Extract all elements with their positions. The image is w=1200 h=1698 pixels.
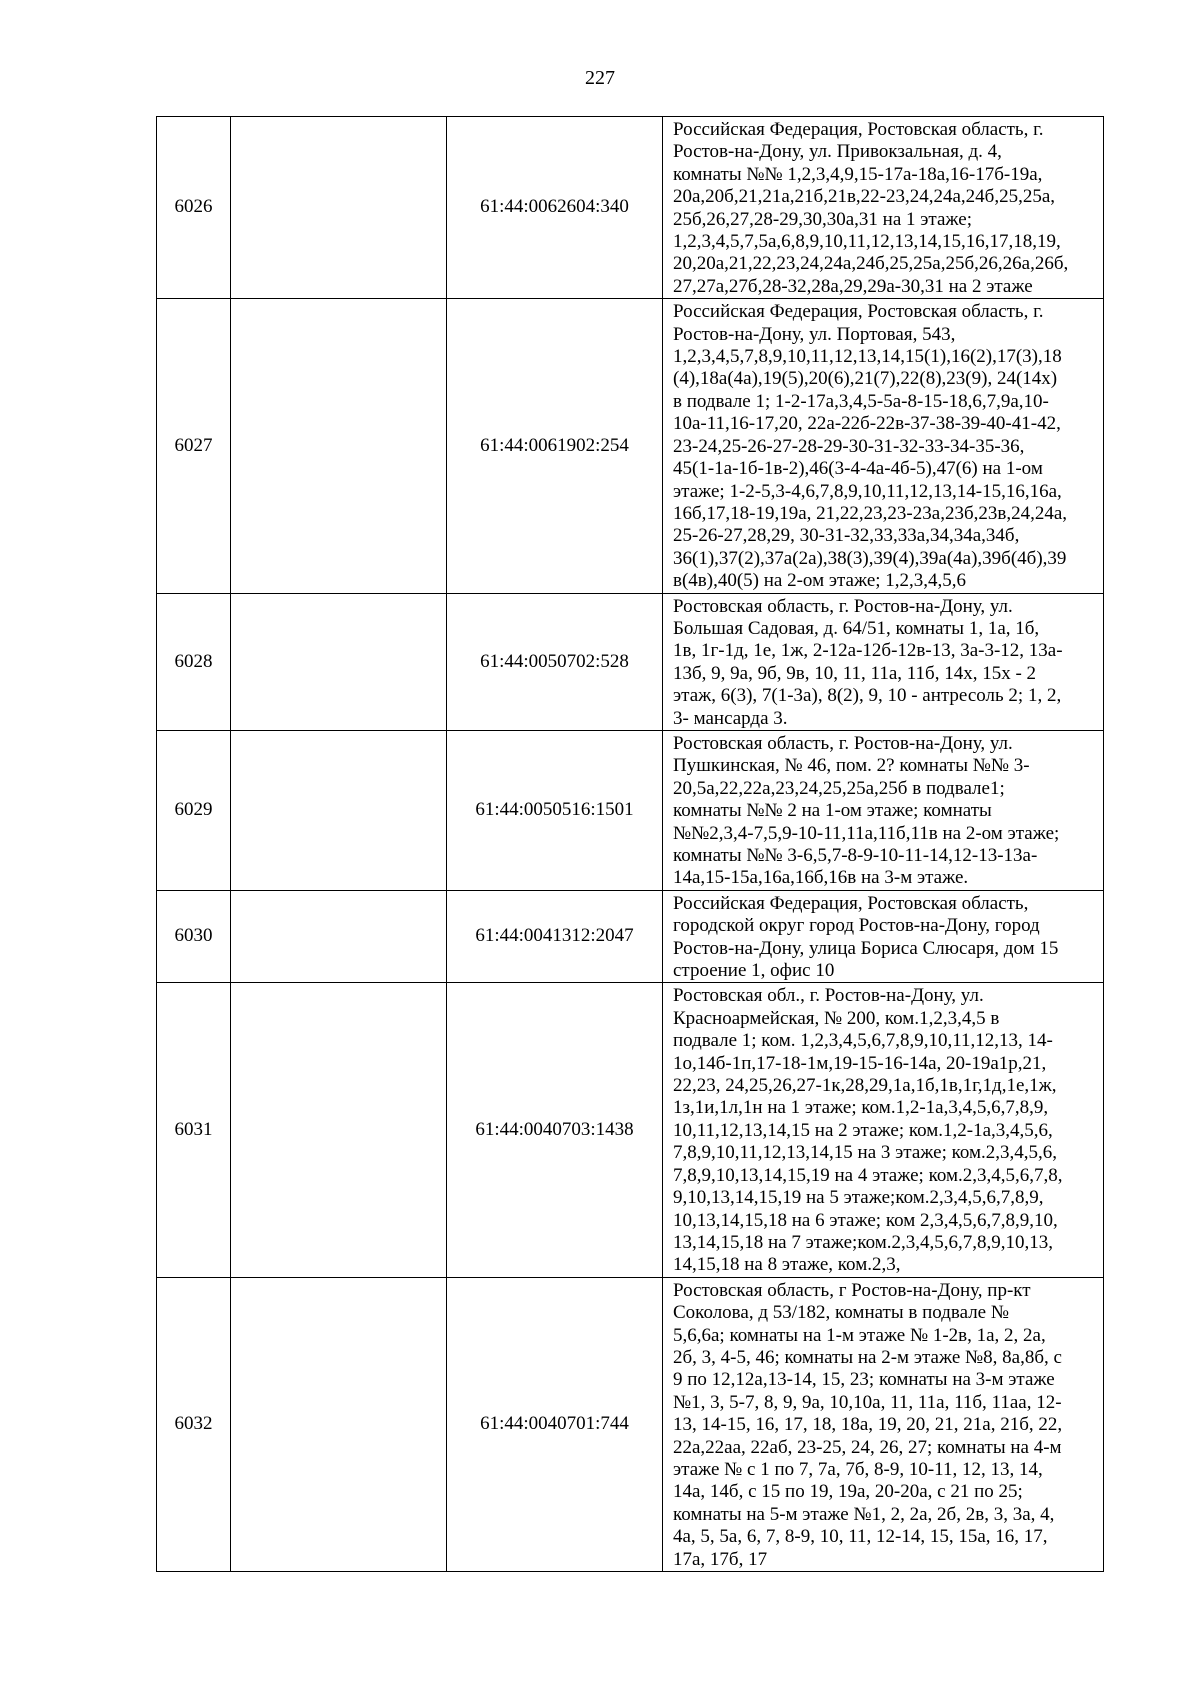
address-line: Ростов-на-Дону, ул. Привокзальная, д. 4, <box>673 141 1002 163</box>
address-line: Российская Федерация, Ростовская область, г. <box>673 119 1044 140</box>
address-line: Российская Федерация, Ростовская область, <box>673 892 1029 914</box>
table-row <box>157 983 1104 1277</box>
address-text <box>673 893 1097 983</box>
address-text <box>673 733 1097 890</box>
address-line: 9,10,13,14,15,19 на 5 этаже;ком.2,3,4,5,6,7,8,9, <box>673 1187 1044 1209</box>
address-line: Красноармейская, № 200, ком.1,2,3,4,5 в <box>673 1007 1000 1029</box>
address-line: строение 1, офис 10 <box>673 960 835 982</box>
address-line: Ростов-на-Дону, улица Бориса Слюсаря, дом 15 <box>673 937 1059 959</box>
address-line: 10,11,12,13,14,15 на 2 этаже; ком.1,2-1а,3,4,5,6, <box>673 1119 1053 1141</box>
address-line: 1о,14б-1п,17-18-1м,19-15-16-14а, 20-19а1р,21, <box>673 1052 1047 1074</box>
row-number-cell: 6030 <box>157 890 231 983</box>
empty-cell <box>231 1277 447 1571</box>
address-line: городской округ город Ростов-на-Дону, город <box>673 915 1040 937</box>
address-line: Ростов-на-Дону, ул. Портовая, 543, <box>673 323 956 345</box>
address-line: 7,8,9,10,13,14,15,19 на 4 этаже; ком.2,3,4,5,6,7,8, <box>673 1164 1063 1186</box>
registry-table <box>156 116 1104 1572</box>
address-line: 45(1-1а-1б-1в-2),46(3-4-4а-4б-5),47(6) на 1-ом <box>673 458 1043 480</box>
address-line: Большая Садовая, д. 64/51, комнаты 1, 1а, 1б, <box>673 617 1040 639</box>
address-line: Ростовская область, г Ростов-на-Дону, пр-кт <box>673 1279 1031 1301</box>
table-row <box>157 299 1104 593</box>
address-line: 14,15,18 на 8 этаже, ком.2,3, <box>673 1254 901 1276</box>
address-line: 14а, 14б, с 15 по 19, 19а, 20-20а, с 21 по 25; <box>673 1481 1023 1503</box>
address-line: комнаты №№ 2 на 1-ом этаже; комнаты <box>673 800 992 822</box>
address-line: 10,13,14,15,18 на 6 этаже; ком 2,3,4,5,6,7,8,9,10, <box>673 1209 1058 1231</box>
address-text <box>673 1280 1097 1571</box>
address-line: 36(1),37(2),37а(2а),38(3),39(4),39а(4а),39б(4б),39 <box>673 547 1067 569</box>
address-line: №№2,3,4-7,5,9-10-11,11а,11б,11в на 2-ом этаже; <box>673 822 1060 844</box>
address-line: 20а,20б,21,21а,21б,21в,22-23,24,24а,24б,25,25а, <box>673 186 1056 208</box>
cadastral-number-cell: 61:44:0061902:254 <box>447 299 663 593</box>
address-line: подвале 1; ком. 1,2,3,4,5,6,7,8,9,10,11,12,13, 14- <box>673 1030 1053 1052</box>
address-text <box>673 596 1097 730</box>
table-row <box>157 890 1104 983</box>
cadastral-number-cell: 61:44:0040703:1438 <box>447 983 663 1277</box>
address-line: комнаты №№ 3-6,5,7-8-9-10-11-14,12-13-13а- <box>673 845 1038 866</box>
address-line: этаж, 6(3), 7(1-3а), 8(2), 9, 10 - антресоль 2; 1, 2, <box>673 685 1062 707</box>
address-line: 16б,17,18-19,19а, 21,22,23,23-23а,23б,23в,24,24а, <box>673 502 1068 524</box>
address-line: Ростовская область, г. Ростов-на-Дону, ул. <box>673 732 1013 754</box>
address-line: 1в, 1г-1д, 1е, 1ж, 2-12а-12б-12в-13, 3а-3-12, 13а- <box>673 640 1063 662</box>
row-number-cell: 6028 <box>157 593 231 730</box>
address-line: этаже; 1-2-5,3-4,6,7,8,9,10,11,12,13,14-15,16,16а, <box>673 480 1062 502</box>
address-line: 25-26-27,28,29, 30-31-32,33,33а,34,34а,34б, <box>673 525 1020 547</box>
address-cell <box>663 117 1104 299</box>
cadastral-number-cell: 61:44:0062604:340 <box>447 117 663 299</box>
address-line: (4),18а(4а),19(5),20(6),21(7),22(8),23(9), 24(14х) <box>673 368 1058 390</box>
address-line: комнаты №№ 1,2,3,4,9,15-17а-18а,16-17б-19а, <box>673 163 1043 185</box>
empty-cell <box>231 117 447 299</box>
address-line: №1, 3, 5-7, 8, 9, 9а, 10,10а, 11, 11а, 11б, 11аа, 12- <box>673 1391 1062 1413</box>
address-text <box>673 119 1097 298</box>
address-line: 3- мансарда 3. <box>673 707 788 729</box>
empty-cell <box>231 593 447 730</box>
address-line: 7,8,9,10,11,12,13,14,15 на 3 этаже; ком.2,3,4,5,6, <box>673 1142 1058 1164</box>
row-number-cell: 6029 <box>157 730 231 890</box>
address-line: в подвале 1; 1-2-17а,3,4,5-5а-8-15-18,6,7,9а,10- <box>673 390 1049 412</box>
address-cell <box>663 730 1104 890</box>
address-line: 13б, 9, 9а, 9б, 9в, 10, 11, 11а, 11б, 14х, 15х - 2 <box>673 662 1037 684</box>
empty-cell <box>231 983 447 1277</box>
address-line: в(4в),40(5) на 2-ом этаже; 1,2,3,4,5,6 <box>673 570 967 592</box>
row-number-cell: 6032 <box>157 1277 231 1571</box>
page-number: 227 <box>585 67 615 89</box>
address-line: 1,2,3,4,5,7,5а,6,8,9,10,11,12,13,14,15,16,17,18,19, <box>673 231 1061 253</box>
address-line: 9 по 12,12а,13-14, 15, 23; комнаты на 3-м этаже <box>673 1369 1055 1391</box>
cadastral-number-cell: 61:44:0041312:2047 <box>447 890 663 983</box>
address-line: комнаты на 5-м этаже №1, 2, 2а, 2б, 2в, 3, 3а, 4, <box>673 1503 1055 1525</box>
row-number-cell: 6031 <box>157 983 231 1277</box>
address-cell <box>663 593 1104 730</box>
cadastral-number-cell: 61:44:0040701:744 <box>447 1277 663 1571</box>
table-row <box>157 1277 1104 1571</box>
row-number-cell: 6027 <box>157 299 231 593</box>
registry-table-body <box>157 117 1104 1572</box>
address-line: 17а, 17б, 17 <box>673 1548 768 1570</box>
row-number-cell: 6026 <box>157 117 231 299</box>
address-line: 14а,15-15а,16а,16б,16в на 3-м этаже. <box>673 867 969 889</box>
address-cell <box>663 299 1104 593</box>
address-line: 22а,22аа, 22аб, 23-25, 24, 26, 27; комнаты на 4-м <box>673 1436 1062 1458</box>
table-row <box>157 730 1104 890</box>
address-line: Ростовская обл., г. Ростов-на-Дону, ул. <box>673 985 984 1007</box>
empty-cell <box>231 730 447 890</box>
address-line: 5,6,6а; комнаты на 1-м этаже № 1-2в, 1а, 2, 2а, <box>673 1324 1046 1346</box>
address-line: Пушкинская, № 46, пом. 2? комнаты №№ 3- <box>673 755 1030 777</box>
address-line: Соколова, д 53/182, комнаты в подвале № <box>673 1302 1009 1324</box>
address-line: 13,14,15,18 на 7 этаже;ком.2,3,4,5,6,7,8,9,10,13, <box>673 1231 1053 1253</box>
address-line: 1з,1и,1л,1н на 1 этаже; ком.1,2-1а,3,4,5,6,7,8,9, <box>673 1097 1049 1119</box>
address-line: 2б, 3, 4-5, 46; комнаты на 2-м этаже №8, 8а,8б, с <box>673 1346 1062 1368</box>
address-line: 1,2,3,4,5,7,8,9,10,11,12,13,14,15(1),16(2),17(3),18 <box>673 346 1062 368</box>
address-line: 20,20а,21,22,23,24,24а,24б,25,25а,25б,26,26а,26б, <box>673 253 1069 275</box>
empty-cell <box>231 890 447 983</box>
address-line: 23-24,25-26-27-28-29-30-31-32-33-34-35-36, <box>673 435 1025 457</box>
address-text <box>673 301 1097 592</box>
address-line: Ростовская область, г. Ростов-на-Дону, ул. <box>673 595 1013 617</box>
address-line: этаже № с 1 по 7, 7а, 7б, 8-9, 10-11, 12, 13, 14, <box>673 1458 1043 1480</box>
address-line: 22,23, 24,25,26,27-1к,28,29,1а,1б,1в,1г,1д,1е,1ж, <box>673 1075 1057 1097</box>
address-cell <box>663 890 1104 983</box>
address-line: 13, 14-15, 16, 17, 18, 18а, 19, 20, 21, 21а, 21б, 22, <box>673 1414 1063 1436</box>
address-cell <box>663 1277 1104 1571</box>
address-text <box>673 985 1097 1276</box>
address-line: Российская Федерация, Ростовская область, г. <box>673 301 1044 323</box>
address-line: 20,5а,22,22а,23,24,25,25а,25б в подвале1; <box>673 777 1005 799</box>
empty-cell <box>231 299 447 593</box>
address-line: 10а-11,16-17,20, 22а-22б-22в-37-38-39-40-41-42, <box>673 413 1061 435</box>
cadastral-number-cell: 61:44:0050516:1501 <box>447 730 663 890</box>
table-row <box>157 593 1104 730</box>
address-line: 4а, 5, 5а, 6, 7, 8-9, 10, 11, 12-14, 15, 15а, 16, 17, <box>673 1526 1048 1548</box>
table-row <box>157 117 1104 299</box>
address-line: 25б,26,27,28-29,30,30а,31 на 1 этаже; <box>673 208 972 230</box>
cadastral-number-cell: 61:44:0050702:528 <box>447 593 663 730</box>
address-line: 27,27а,27б,28-32,28а,29,29а-30,31 на 2 этаже <box>673 275 1033 297</box>
address-cell <box>663 983 1104 1277</box>
